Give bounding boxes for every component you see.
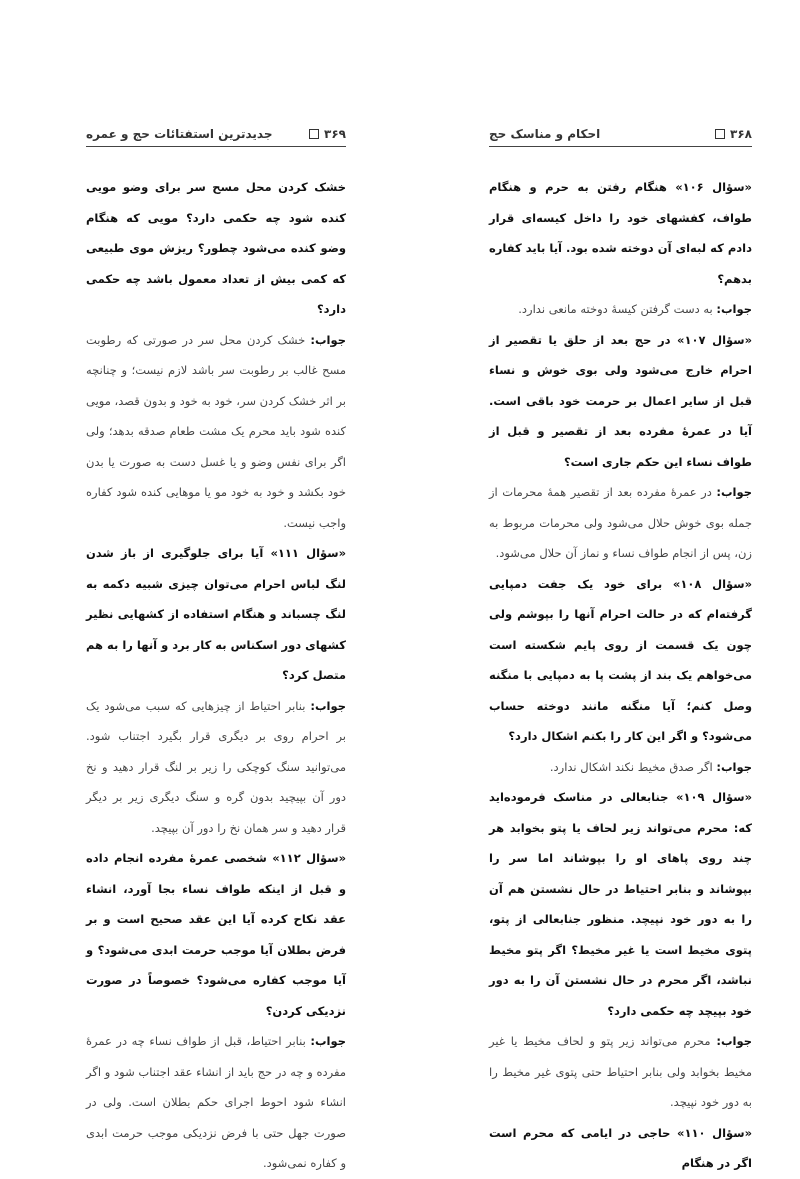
- answer-label: جواب:: [716, 759, 752, 774]
- answer-text: بنابر احتیاط، قبل از طواف نساء چه در عمرهٔ مفرده و چه در حج باید از انشاء عقد اجتناب شود و اگر انشاء شود احوط اجرای حکم بطلان است. ولی در صورت جهل حتی با فرض نزدیکی موجب حرمت ابدی و کفاره نمی‌شود.: [86, 1034, 346, 1170]
- question-paragraph: خشک کردن محل مسح سر برای وضو مویی کنده شود چه حکمی دارد؟ مویی که هنگام وضو کنده می‌شود چطور؟ ریزش موی طبیعی که کمی بیش از تعداد معمول باشد چه حکمی دارد؟: [86, 180, 346, 316]
- question-paragraph: «سؤال ۱۱۰» حاجی در ایامی که محرم است اگر در هنگام: [489, 1125, 752, 1170]
- left-page: [0, 0, 400, 1170]
- left-page-header: [86, 124, 346, 144]
- left-running-title: جدیدترین استفتائات حج و عمره: [86, 127, 273, 141]
- answer-text: بنابر احتیاط از چیزهایی که سبب می‌شود یک بر احرام روی بر دیگری قرار بگیرد اجتناب شود. می‌توانید سنگ کوچکی را زیر بر لنگ قرار دهید و نخ دور آن بپیچید بدون گره و سنگ دیگری زیر بر دیگر قرار دهید و سر همان نخ را دور آن بپیچد.: [86, 698, 346, 835]
- left-page-number: ۳۶۹: [324, 127, 346, 141]
- answer-label: جواب:: [310, 698, 346, 713]
- answer-label: جواب:: [716, 1034, 752, 1048]
- answer-paragraph: [86, 325, 346, 539]
- left-page-body: [86, 172, 346, 1179]
- answer-text: اگر صدق مخیط نکند اشکال ندارد.: [549, 759, 717, 774]
- right-page: [400, 0, 800, 1170]
- answer-paragraph: [86, 1026, 346, 1179]
- answer-label: جواب:: [716, 485, 752, 499]
- answer-text: خشک کردن محل سر در صورتی که رطوبت مسح غالب بر رطوبت سر باشد لازم نیست؛ و چنانچه بر اثر خشک کردن سر، خود به خود و بدون قصد، مویی کنده شود باید محرم یک مشت طعام صدقه بدهد؛ ولی اگر برای نفس وضو و یا غسل دست به صورت یا بدن خود بکشد و خود به خود مو یا موهایی کنده شود کفاره واجب نیست.: [86, 332, 346, 530]
- answer-text: به دست گرفتن کیسهٔ دوخته مانعی ندارد.: [518, 302, 717, 316]
- answer-text: در عمرهٔ مفرده بعد از تقصیر همهٔ محرمات از جمله بوی خوش حلال می‌شود ولی محرمات مربوط به زن، پس از انجام طواف نساء و نماز آن حلال می‌شود.: [489, 485, 752, 560]
- right-page-number-block: [715, 127, 752, 141]
- answer-paragraph: [489, 1026, 752, 1118]
- header-rule: [489, 146, 752, 147]
- answer-label: جواب:: [310, 332, 346, 347]
- answer-label: جواب:: [716, 302, 752, 316]
- left-page-number-block: [309, 127, 346, 141]
- question-paragraph: «سؤال ۱۰۶» هنگام رفتن به حرم و هنگام طواف، کفشهای خود را داخل کیسه‌ای قرار دادم که لبه‌ای آن دوخته شده بود. آیا باید کفاره بدهم؟: [489, 180, 752, 286]
- header-rule: [86, 146, 346, 147]
- question-paragraph: «سؤال ۱۰۷» در حج بعد از حلق یا تقصیر از احرام خارج می‌شود ولی بوی خوش و نساء قبل از سایر اعمال بر حرمت خود باقی است. آیا در عمرهٔ مفرده بعد از تقصیر و قبل از طواف نساء این حکم جاری است؟: [489, 332, 752, 469]
- question-paragraph: «سؤال ۱۰۹» جنابعالی در مناسک فرموده‌اید که: محرم می‌تواند زیر لحاف یا پتو بخوابد هر چند روی پاهای او را بپوشاند اما سر را بپوشاند و بنابر احتیاط در حال نشستن هم آن را به دور خود نپیچد. منظور جنابعالی از پتو، پتوی مخیط است یا غیر مخیط؟ اگر پتو مخیط نباشد، اگر محرم در حال نشستن آن را به دور خود بپیچد چه حکمی دارد؟: [489, 790, 752, 1018]
- question-paragraph: «سؤال ۱۱۱» آیا برای جلوگیری از باز شدن لنگ لباس احرام می‌توان چیزی شبیه دکمه به لنگ چسباند و هنگام استفاده از کشهایی نظیر کشهای دور اسکناس به کار برد و آنها را به هم متصل کرد؟: [86, 546, 346, 682]
- question-paragraph: «سؤال ۱۰۸» برای خود یک جفت دمپایی گرفته‌ام که در حالت احرام آنها را بپوشم ولی چون یک قسمت از روی پایم شکسته است می‌خواهم یک بند از پشت پا به دمپایی با منگنه وصل کنم؛ آیا منگنه مانند دوخته حساب می‌شود؟ و اگر این کار را بکنم اشکال دارد؟: [489, 576, 753, 743]
- answer-text: محرم می‌تواند زیر پتو و لحاف مخیط یا غیر مخیط بخوابد ولی بنابر احتیاط حتی پتوی غیر مخیط را به دور خود نپیچد.: [489, 1034, 752, 1109]
- question-paragraph: «سؤال ۱۱۲» شخصی عمرهٔ مفرده انجام داده و قبل از اینکه طواف نساء بجا آورد، انشاء عقد نکاح کرده آیا این عقد صحیح است و بر فرض بطلان آیا موجب حرمت ابدی می‌شود؟ و آیا موجب کفاره می‌شود؟ خصوصاً در صورت نزدیکی کردن؟: [86, 851, 347, 1018]
- square-ornament-icon: [309, 129, 319, 139]
- answer-paragraph: [86, 691, 346, 844]
- right-page-header: [489, 124, 752, 144]
- answer-paragraph: [489, 752, 752, 783]
- square-ornament-icon: [715, 129, 725, 139]
- answer-paragraph: [489, 294, 752, 325]
- answer-label: جواب:: [310, 1034, 346, 1048]
- answer-paragraph: [489, 477, 752, 569]
- right-running-title: احکام و مناسک حج: [489, 127, 601, 141]
- right-page-number: ۳۶۸: [730, 127, 752, 141]
- right-page-body: [489, 172, 752, 1179]
